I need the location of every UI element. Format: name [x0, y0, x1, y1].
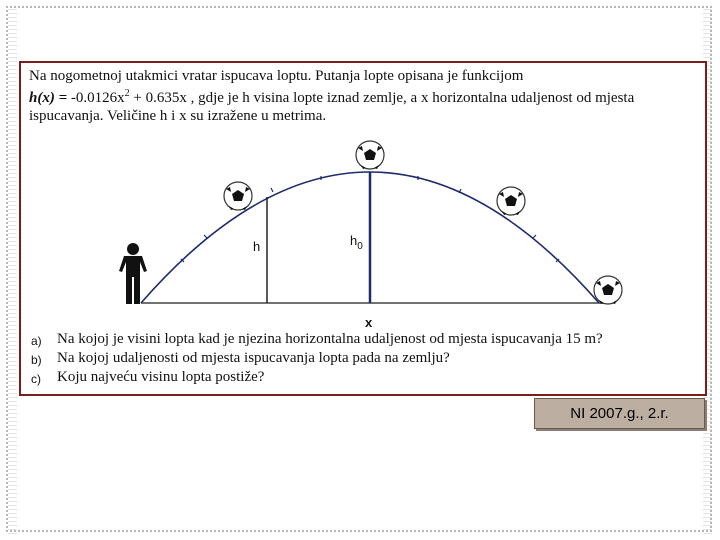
- soccer-ball-icon: [224, 182, 252, 210]
- intro-line-3: ispucavanja. Veličine h i x su izražene u metrima.: [29, 108, 327, 124]
- label-x: x: [365, 315, 373, 330]
- question-label: a): [31, 334, 42, 348]
- source-badge: NI 2007.g., 2.r.: [534, 398, 705, 429]
- soccer-ball-icon: [356, 141, 384, 169]
- question-a: [31, 331, 701, 350]
- slide-left-stripe: [8, 6, 17, 534]
- formula-rhs-2: + 0.635x: [129, 90, 187, 106]
- question-text: Na kojoj je visini lopta kad je njezina horizontalna udaljenost od mjesta ispucavanja 15 m?: [57, 331, 603, 347]
- goalkeeper-figure: [119, 243, 147, 304]
- problem-box: [19, 61, 707, 396]
- formula-exponent: 2: [124, 88, 130, 99]
- question-text: Na kojoj udaljenosti od mjesta ispucavanja lopta pada na zemlju?: [57, 350, 450, 366]
- intro-line-1: Na nogometnoj utakmici vratar ispucava loptu. Putanja lopte opisana je funkcijom: [29, 68, 524, 84]
- question-text: Koju najveću visinu lopta postiže?: [57, 369, 265, 385]
- soccer-ball-icon: [594, 276, 622, 304]
- label-h0: $h_0$: [350, 233, 363, 252]
- question-label: c): [31, 372, 41, 386]
- question-b: [31, 350, 701, 369]
- questions-list: [31, 331, 701, 388]
- formula-lhs: h(x) =: [29, 90, 71, 106]
- label-h: h: [253, 239, 261, 254]
- question-label: b): [31, 353, 42, 367]
- formula-rhs-1: -0.0126x: [70, 90, 125, 106]
- question-c: [31, 369, 701, 388]
- soccer-ball-icon: [497, 187, 525, 215]
- formula-rest: , gdje je h visina lopte iznad zemlje, a x horizontalna udaljenost od mjesta: [186, 90, 635, 106]
